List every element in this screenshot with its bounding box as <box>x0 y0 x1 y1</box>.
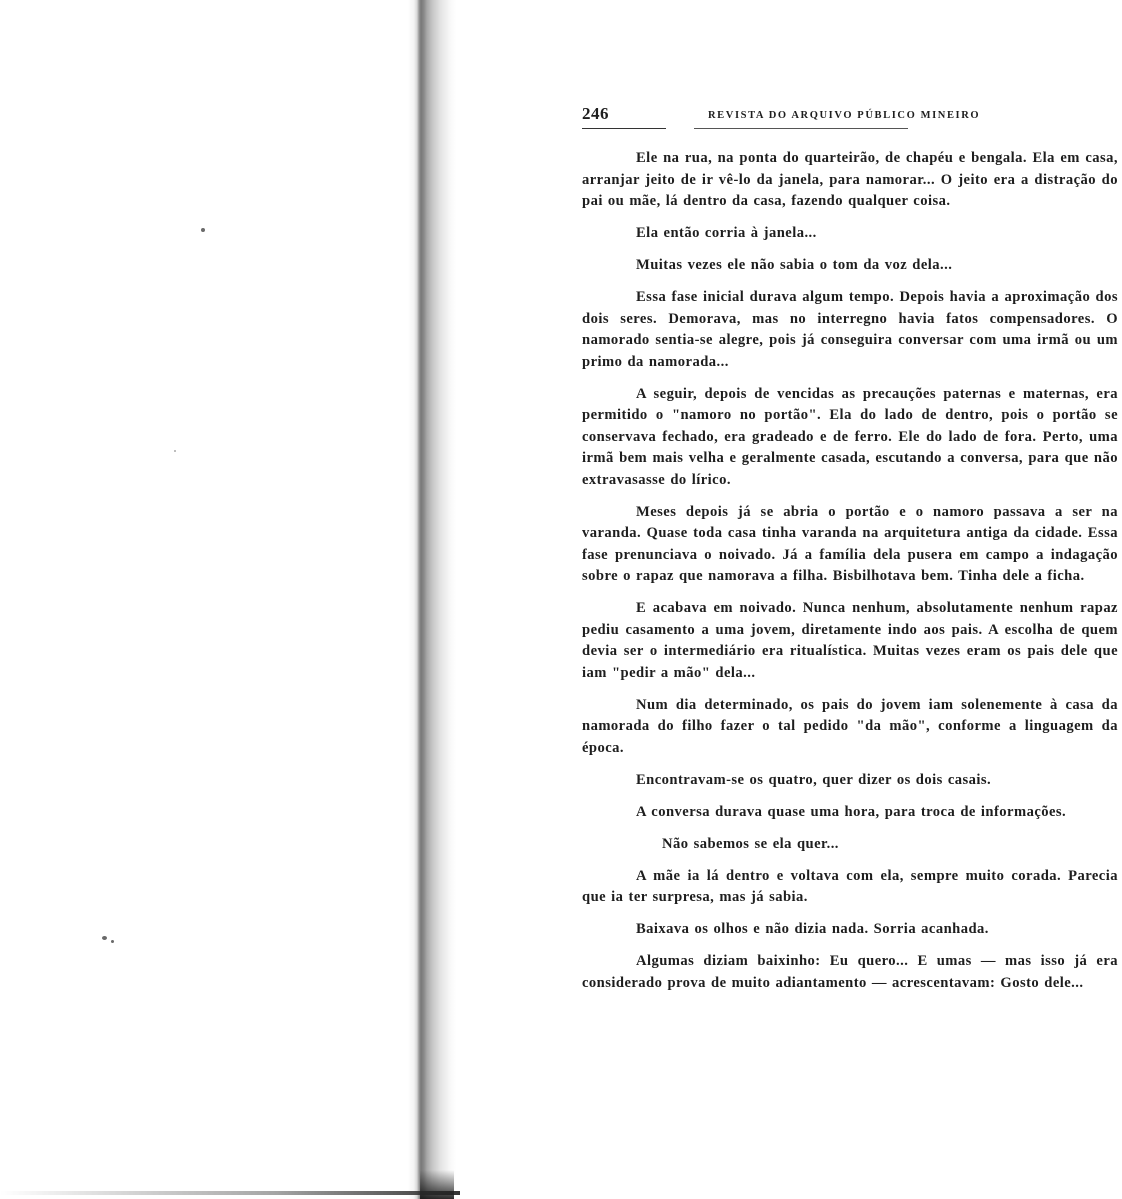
body-text <box>582 148 1118 994</box>
paragraph: Algumas diziam baixinho: Eu quero... E umas — mas isso já era considerado prova de muito adiantamento — acrescentavam: Gosto dele... <box>582 953 1118 991</box>
paragraph: Baixava os olhos e não dizia nada. Sorria acanhada. <box>636 921 989 937</box>
header-rule-left <box>582 128 666 129</box>
quoted-line: Não sabemos se ela quer... <box>662 835 839 852</box>
paragraph: Ele na rua, na ponta do quarteirão, de chapéu e bengala. Ela em casa, arranjar jeito de ir vê-lo da janela, para namorar... O jeito era a distração do pai ou mãe, lá dentro da casa, fazendo qualquer coisa. <box>582 150 1118 209</box>
running-head: REVISTA DO ARQUIVO PÚBLICO MINEIRO <box>708 110 981 121</box>
paragraph: Num dia determinado, os pais do jovem iam solenemente à casa da namorada do filho fazer o tal pedido "da mão", conforme a linguagem da época. <box>582 696 1118 756</box>
paragraph: A conversa durava quase uma hora, para troca de informações. <box>636 803 1067 820</box>
header-rule-right <box>694 128 908 129</box>
paragraph: A seguir, depois de vencidas as precauções paternas e maternas, era permitido o "namoro no portão". Ela do lado de dentro, pois o portão se conservava fechado, era gradeado e de ferro. Ele do lado de fora. Perto, uma irmã bem mais velha e geralmente casada, escutando a conversa, para que não extravasasse do lírico. <box>582 385 1118 488</box>
book-spine-gutter <box>408 0 456 1199</box>
paragraph: Essa fase inicial durava algum tempo. Depois havia a aproximação dos dois seres. Demorava, mas no interregno havia fatos compensadores. O namorado sentia-se alegre, pois já conseguira conversar com uma irmã ou um primo da namorada... <box>582 289 1118 370</box>
paragraph: Meses depois já se abria o portão e o namoro passava a ser na varanda. Quase toda casa tinha varanda na arquitetura antiga da cidade. Essa fase prenunciava o noivado. Já a família dela pusera em campo a indagação sobre o rapaz que namorava a filha. Bisbilhotava bem. Tinha dele a ficha. <box>582 503 1118 584</box>
paragraph: A mãe ia lá dentro e voltava com ela, sempre muito corada. Parecia que ia ter surpresa, mas já sabia. <box>582 867 1118 905</box>
paper-speck <box>174 450 176 452</box>
paragraph: Muitas vezes ele não sabia o tom da voz dela... <box>636 257 953 273</box>
page-bottom-edge <box>0 1191 460 1195</box>
paper-speck <box>111 940 114 943</box>
paper-speck <box>102 936 107 940</box>
paragraph: Ela então corria à janela... <box>636 225 817 241</box>
page-number: 246 <box>582 104 609 123</box>
paragraph: E acabava em noivado. Nunca nenhum, absolutamente nenhum rapaz pediu casamento a uma jovem, diretamente indo aos pais. A escolha de quem devia ser o intermediário era ritualística. Muitas vezes eram os pais dele que iam "pedir a mão" dela... <box>582 600 1118 681</box>
right-page <box>582 100 1118 1005</box>
paper-speck <box>201 228 205 232</box>
paragraph: Encontravam-se os quatro, quer dizer os dois casais. <box>636 771 992 788</box>
page-header <box>582 100 1118 134</box>
